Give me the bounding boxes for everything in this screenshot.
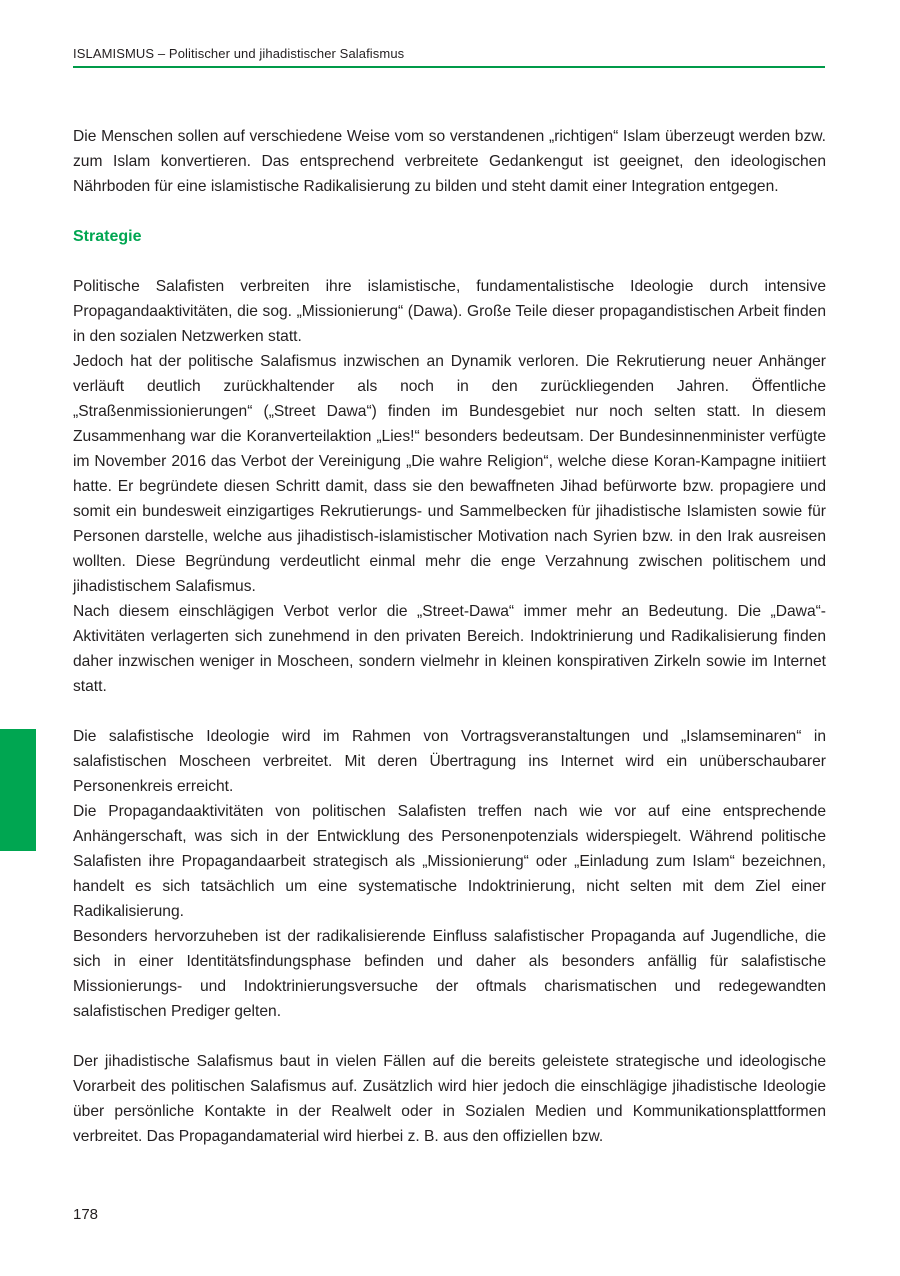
running-header [73, 44, 825, 68]
page-number: 178 [73, 1206, 99, 1223]
paragraph: Politische Salafisten verbreiten ihre islamistische, fundamentalistische Ideologie durch intensive Propagandaaktivitäten, die sog. „Missionierung“ (Dawa). Große Teile dieser propagandistischen Arbeit finden in den sozialen Netzwerken statt. [73, 278, 826, 345]
paragraph: Nach diesem einschlägigen Verbot verlor die „Street-Dawa“ immer mehr an Bedeutung. Die „Dawa“-Aktivitäten verlagerten sich zunehmend in den privaten Bereich. Indoktrinierung und Radikalisierung finden daher inzwischen weniger in Moscheen, sondern vielmehr in kleinen konspirativen Zirkeln sowie im Internet statt. [73, 603, 826, 695]
page-body [73, 124, 826, 1149]
header-title: ISLAMISMUS – Politischer und jihadistischer Salafismus [73, 46, 405, 61]
paragraph: Jedoch hat der politische Salafismus inzwischen an Dynamik verloren. Die Rekrutierung neuer Anhänger verläuft deutlich zurückhaltender als noch in den zurückliegenden Jahren. Öffentliche „Straßenmissionierungen“ („Street Dawa“) finden im Bundesgebiet nur noch selten statt. In diesem Zusammenhang war die Koranverteilaktion „Lies!“ besonders bedeutsam. Der Bundesinnenminister verfügte im November 2016 das Verbot der Vereinigung „Die wahre Religion“, welche diese Koran-Kampagne initiiert hatte. Er begründete diesen Schritt damit, dass sie den bewaffneten Jihad befürworte bzw. propagiere und somit ein bundesweit einzigartiges Rekrutierungs- und Sammelbecken für jihadistische Islamisten sowie für Personen darstelle, welche aus jihadistisch-islamistischer Motivation nach Syrien bzw. in den Irak ausreisen wollten. Diese Begründung verdeutlicht einmal mehr die enge Verzahnung zwischen politischem und jihadistischem Salafismus. [73, 353, 826, 595]
paragraph: Der jihadistische Salafismus baut in vielen Fällen auf die bereits geleistete strategische und ideologische Vorarbeit des politischen Salafismus auf. Zusätzlich wird hier jedoch die einschlägige jihadistische Ideologie über persönliche Kontakte in der Realwelt oder in Sozialen Medien und Kommunikationsplattformen verbreitet. Das Propagandamaterial wird hierbei z. B. aus den offiziellen bzw. [73, 1053, 826, 1145]
paragraph: Die salafistische Ideologie wird im Rahmen von Vortragsveranstaltungen und „Islamseminaren“ in salafistischen Moscheen verbreitet. Mit deren Übertragung ins Internet wird ein unüberschaubarer Personenkreis erreicht. [73, 728, 826, 795]
paragraph: Die Propagandaaktivitäten von politischen Salafisten treffen nach wie vor auf eine entsprechende Anhängerschaft, was sich in der Entwicklung des Personenpotenzials widerspiegelt. Während politische Salafisten ihre Propagandaarbeit strategisch als „Missionierung“ oder „Einladung zum Islam“ bezeichnen, handelt es sich tatsächlich um eine systematische Indoktrinierung, nicht selten mit dem Ziel einer Radikalisierung. [73, 803, 826, 920]
section-heading-strategie: Strategie [73, 228, 142, 245]
paragraph: Besonders hervorzuheben ist der radikalisierende Einfluss salafistischer Propaganda auf Jugendliche, die sich in einer Identitätsfindungsphase befinden und daher als besonders anfällig für salafistische Missionierungs- und Indoktrinierungsversuche der oftmals charismatischen und redegewandten salafistischen Prediger gelten. [73, 928, 826, 1020]
chapter-marker-tab [0, 729, 36, 851]
paragraph: Die Menschen sollen auf verschiedene Weise vom so verstandenen „richtigen“ Islam überzeugt werden bzw. zum Islam konvertieren. Das entsprechend verbreitete Gedankengut ist geeignet, den ideologischen Nährboden für eine islamistische Radikalisierung zu bilden und steht damit einer Integration entgegen. [73, 128, 826, 195]
